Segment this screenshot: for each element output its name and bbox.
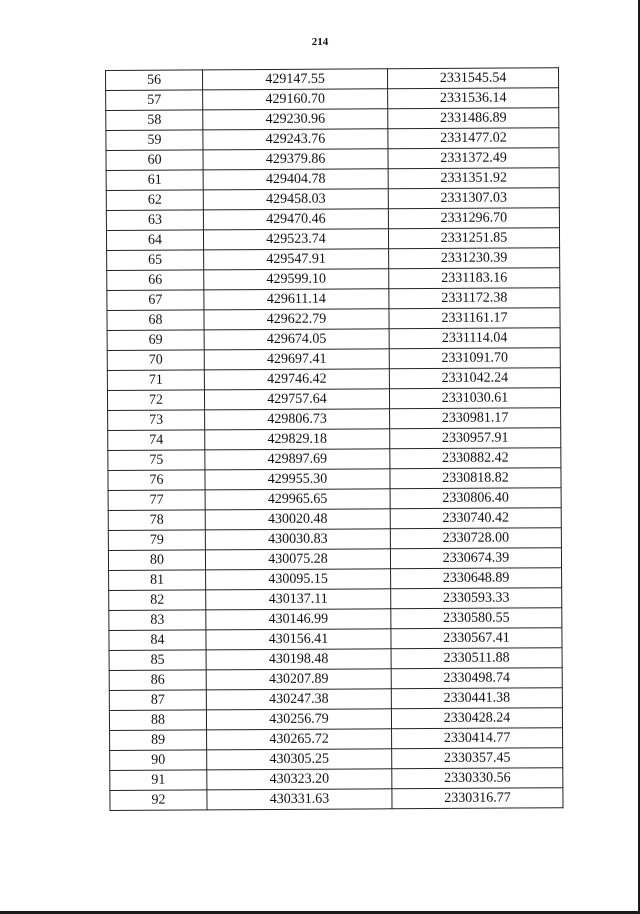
- point-number-cell: 68: [107, 310, 204, 331]
- table-row: [108, 488, 561, 511]
- table-row: [108, 508, 561, 531]
- x-coordinate-cell: 430256.79: [206, 709, 391, 730]
- x-coordinate-cell: 429746.42: [204, 369, 389, 390]
- point-number-cell: 91: [110, 770, 207, 791]
- y-coordinate-cell: 2330728.00: [390, 528, 561, 549]
- y-coordinate-cell: 2330806.40: [390, 488, 561, 509]
- table-row: [106, 108, 559, 131]
- point-number-cell: 66: [107, 270, 204, 291]
- table-row: [108, 548, 561, 571]
- point-number-cell: 92: [110, 790, 207, 811]
- y-coordinate-cell: 2330414.77: [392, 728, 563, 749]
- x-coordinate-cell: 429965.65: [205, 489, 390, 510]
- y-coordinate-cell: 2330441.38: [391, 688, 562, 709]
- y-coordinate-cell: 2330593.33: [391, 588, 562, 609]
- table-row: [110, 728, 563, 751]
- y-coordinate-cell: 2331030.61: [389, 388, 560, 409]
- y-coordinate-cell: 2331091.70: [389, 348, 560, 369]
- table-row: [109, 588, 562, 611]
- x-coordinate-cell: 430305.25: [207, 749, 392, 770]
- x-coordinate-cell: 430323.20: [207, 769, 392, 790]
- x-coordinate-cell: 429160.70: [203, 89, 388, 110]
- x-coordinate-cell: 429897.69: [205, 449, 390, 470]
- point-number-cell: 70: [107, 350, 204, 371]
- table-row: [107, 268, 560, 291]
- table-row: [110, 748, 563, 771]
- y-coordinate-cell: 2331477.02: [388, 128, 559, 149]
- y-coordinate-cell: 2330957.91: [390, 428, 561, 449]
- point-number-cell: 59: [106, 130, 203, 151]
- y-coordinate-cell: 2330648.89: [391, 568, 562, 589]
- y-coordinate-cell: 2330981.17: [390, 408, 561, 429]
- point-number-cell: 77: [108, 490, 205, 511]
- point-number-cell: 60: [106, 150, 203, 171]
- x-coordinate-cell: 430207.89: [206, 669, 391, 690]
- x-coordinate-cell: 430156.41: [206, 629, 391, 650]
- page-number: 214: [311, 36, 329, 48]
- y-coordinate-cell: 2331172.38: [389, 288, 560, 309]
- coordinate-table: [105, 67, 564, 811]
- table-row: [107, 388, 560, 411]
- point-number-cell: 80: [108, 550, 205, 571]
- point-number-cell: 88: [109, 710, 206, 731]
- table-row: [109, 648, 562, 671]
- y-coordinate-cell: 2331545.54: [387, 68, 558, 89]
- table-row: [106, 168, 559, 191]
- point-number-cell: 57: [106, 90, 203, 111]
- y-coordinate-cell: 2331230.39: [389, 248, 560, 269]
- table-row: [109, 568, 562, 591]
- point-number-cell: 87: [109, 690, 206, 711]
- y-coordinate-cell: 2330330.56: [392, 768, 563, 789]
- y-coordinate-cell: 2330740.42: [390, 508, 561, 529]
- table-row: [107, 248, 560, 271]
- table-row: [106, 188, 559, 211]
- x-coordinate-cell: 429379.86: [203, 149, 388, 170]
- point-number-cell: 82: [109, 590, 206, 611]
- x-coordinate-cell: 430198.48: [206, 649, 391, 670]
- x-coordinate-cell: 430247.38: [206, 689, 391, 710]
- point-number-cell: 75: [108, 450, 205, 471]
- y-coordinate-cell: 2331183.16: [389, 268, 560, 289]
- point-number-cell: 73: [108, 410, 205, 431]
- x-coordinate-cell: 429829.18: [205, 429, 390, 450]
- y-coordinate-cell: 2330567.41: [391, 628, 562, 649]
- x-coordinate-cell: 429243.76: [203, 129, 388, 150]
- x-coordinate-cell: 429697.41: [204, 349, 389, 370]
- point-number-cell: 64: [106, 230, 203, 251]
- table-row: [109, 668, 562, 691]
- point-number-cell: 84: [109, 630, 206, 651]
- y-coordinate-cell: 2331114.04: [389, 328, 560, 349]
- x-coordinate-cell: 429547.91: [204, 249, 389, 270]
- table-row: [107, 368, 560, 391]
- x-coordinate-cell: 430265.72: [207, 729, 392, 750]
- y-coordinate-cell: 2330511.88: [391, 648, 562, 669]
- x-coordinate-cell: 430075.28: [205, 549, 390, 570]
- table-row: [108, 448, 561, 471]
- point-number-cell: 81: [109, 570, 206, 591]
- table-row: [108, 468, 561, 491]
- table-row: [106, 88, 559, 111]
- x-coordinate-cell: 430137.11: [206, 589, 391, 610]
- x-coordinate-cell: 429611.14: [204, 289, 389, 310]
- table-row: [108, 528, 561, 551]
- x-coordinate-cell: 429757.64: [204, 389, 389, 410]
- x-coordinate-cell: 429458.03: [203, 189, 388, 210]
- point-number-cell: 63: [106, 210, 203, 231]
- point-number-cell: 69: [107, 330, 204, 351]
- table-row: [107, 328, 560, 351]
- y-coordinate-cell: 2331296.70: [388, 208, 559, 229]
- point-number-cell: 78: [108, 510, 205, 531]
- point-number-cell: 90: [110, 750, 207, 771]
- table-row: [107, 348, 560, 371]
- x-coordinate-cell: 430095.15: [206, 569, 391, 590]
- x-coordinate-cell: 429230.96: [203, 109, 388, 130]
- y-coordinate-cell: 2330428.24: [391, 708, 562, 729]
- point-number-cell: 61: [106, 170, 203, 191]
- x-coordinate-cell: 430146.99: [206, 609, 391, 630]
- y-coordinate-cell: 2330580.55: [391, 608, 562, 629]
- point-number-cell: 86: [109, 670, 206, 691]
- y-coordinate-cell: 2331351.92: [388, 168, 559, 189]
- point-number-cell: 85: [109, 650, 206, 671]
- x-coordinate-cell: 430020.48: [205, 509, 390, 530]
- y-coordinate-cell: 2331307.03: [388, 188, 559, 209]
- y-coordinate-cell: 2330316.77: [392, 788, 563, 809]
- point-number-cell: 67: [107, 290, 204, 311]
- x-coordinate-cell: 429955.30: [205, 469, 390, 490]
- point-number-cell: 76: [108, 470, 205, 491]
- table-row: [110, 788, 563, 811]
- x-coordinate-cell: 430030.83: [205, 529, 390, 550]
- table-row: [106, 128, 559, 151]
- table-row: [110, 768, 563, 791]
- coordinate-table-body: [106, 68, 564, 811]
- x-coordinate-cell: 429147.55: [203, 69, 388, 90]
- x-coordinate-cell: 429470.46: [203, 209, 388, 230]
- table-row: [109, 608, 562, 631]
- coordinate-table-container: [105, 67, 564, 811]
- y-coordinate-cell: 2330498.74: [391, 668, 562, 689]
- y-coordinate-cell: 2330674.39: [390, 548, 561, 569]
- point-number-cell: 72: [107, 390, 204, 411]
- table-row: [109, 628, 562, 651]
- y-coordinate-cell: 2330357.45: [392, 748, 563, 769]
- point-number-cell: 56: [106, 70, 203, 91]
- x-coordinate-cell: 429523.74: [203, 229, 388, 250]
- table-row: [108, 428, 561, 451]
- y-coordinate-cell: 2331161.17: [389, 308, 560, 329]
- table-row: [106, 68, 559, 91]
- x-coordinate-cell: 429404.78: [203, 169, 388, 190]
- x-coordinate-cell: 429674.05: [204, 329, 389, 350]
- point-number-cell: 79: [108, 530, 205, 551]
- point-number-cell: 89: [110, 730, 207, 751]
- point-number-cell: 71: [107, 370, 204, 391]
- table-row: [108, 408, 561, 431]
- point-number-cell: 83: [109, 610, 206, 631]
- point-number-cell: 65: [107, 250, 204, 271]
- point-number-cell: 58: [106, 110, 203, 131]
- x-coordinate-cell: 429806.73: [205, 409, 390, 430]
- y-coordinate-cell: 2331536.14: [388, 88, 559, 109]
- point-number-cell: 74: [108, 430, 205, 451]
- table-row: [107, 288, 560, 311]
- table-row: [106, 228, 559, 251]
- x-coordinate-cell: 429599.10: [204, 269, 389, 290]
- table-row: [106, 208, 559, 231]
- y-coordinate-cell: 2331372.49: [388, 148, 559, 169]
- table-row: [109, 688, 562, 711]
- x-coordinate-cell: 429622.79: [204, 309, 389, 330]
- y-coordinate-cell: 2331486.89: [388, 108, 559, 129]
- table-row: [106, 148, 559, 171]
- point-number-cell: 62: [106, 190, 203, 211]
- x-coordinate-cell: 430331.63: [207, 789, 392, 810]
- y-coordinate-cell: 2331251.85: [388, 228, 559, 249]
- table-row: [109, 708, 562, 731]
- y-coordinate-cell: 2331042.24: [389, 368, 560, 389]
- table-row: [107, 308, 560, 331]
- y-coordinate-cell: 2330818.82: [390, 468, 561, 489]
- y-coordinate-cell: 2330882.42: [390, 448, 561, 469]
